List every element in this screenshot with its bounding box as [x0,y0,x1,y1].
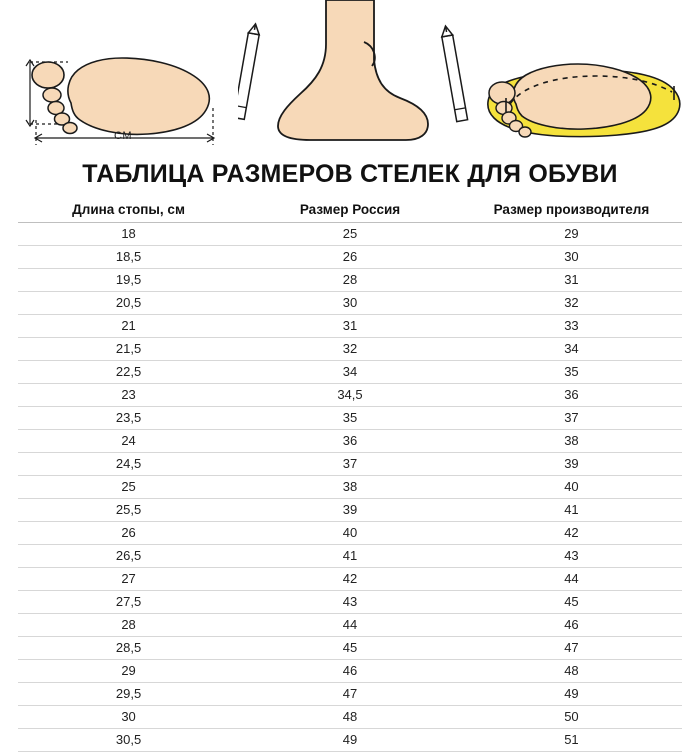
cell-russia-size: 34 [239,361,461,384]
cell-russia-size: 34,5 [239,384,461,407]
cell-russia-size: 46 [239,660,461,683]
foot-shape [513,64,651,129]
cell-foot-length: 25,5 [18,499,239,522]
cell-russia-size: 44 [239,614,461,637]
cell-manufacturer-size: 42 [461,522,682,545]
cell-russia-size: 37 [239,453,461,476]
table-row [18,637,682,660]
cell-russia-size: 48 [239,706,461,729]
cell-manufacturer-size: 39 [461,453,682,476]
cell-manufacturer-size: 36 [461,384,682,407]
toe-5 [63,123,77,134]
table-row [18,729,682,752]
foot-side-view-illustration [238,0,470,152]
table-row [18,591,682,614]
table-row [18,407,682,430]
table-header-row [18,199,682,223]
cell-russia-size: 43 [239,591,461,614]
foot-top-view-illustration [8,0,233,152]
cell-foot-length: 23,5 [18,407,239,430]
cell-foot-length: 29,5 [18,683,239,706]
cell-manufacturer-size: 48 [461,660,682,683]
cell-manufacturer-size: 34 [461,338,682,361]
table-row [18,223,682,246]
size-table-head [18,199,682,223]
column-header-russia-size: Размер Россия [239,199,461,223]
cell-foot-length: 26,5 [18,545,239,568]
table-row [18,338,682,361]
cell-foot-length: 27,5 [18,591,239,614]
cell-foot-length: 19,5 [18,269,239,292]
cell-foot-length: 21,5 [18,338,239,361]
cell-foot-length: 20,5 [18,292,239,315]
cell-manufacturer-size: 32 [461,292,682,315]
table-row [18,614,682,637]
cell-manufacturer-size: 40 [461,476,682,499]
cell-manufacturer-size: 30 [461,246,682,269]
page-title: ТАБЛИЦА РАЗМЕРОВ СТЕЛЕК ДЛЯ ОБУВИ [82,160,618,188]
cell-manufacturer-size: 38 [461,430,682,453]
cell-foot-length: 24,5 [18,453,239,476]
cell-foot-length: 18 [18,223,239,246]
cell-manufacturer-size: 43 [461,545,682,568]
cell-foot-length: 28,5 [18,637,239,660]
cell-russia-size: 45 [239,637,461,660]
cell-foot-length: 22,5 [18,361,239,384]
cell-russia-size: 31 [239,315,461,338]
foot-side-view-svg [238,0,470,152]
cell-russia-size: 40 [239,522,461,545]
cell-foot-length: 29 [18,660,239,683]
table-row [18,292,682,315]
cell-russia-size: 28 [239,269,461,292]
cell-russia-size: 32 [239,338,461,361]
cell-foot-length: 25 [18,476,239,499]
cell-foot-length: 28 [18,614,239,637]
table-row [18,683,682,706]
cell-russia-size: 42 [239,568,461,591]
cell-foot-length: 30 [18,706,239,729]
toe-2 [43,88,61,102]
cell-foot-length: 23 [18,384,239,407]
table-row [18,706,682,729]
cell-manufacturer-size: 51 [461,729,682,752]
cell-manufacturer-size: 29 [461,223,682,246]
table-row [18,476,682,499]
table-row [18,660,682,683]
cell-russia-size: 39 [239,499,461,522]
cell-russia-size: 30 [239,292,461,315]
table-row [18,269,682,292]
cell-manufacturer-size: 37 [461,407,682,430]
cell-manufacturer-size: 47 [461,637,682,660]
cell-manufacturer-size: 35 [461,361,682,384]
cell-foot-length: 18,5 [18,246,239,269]
foot-on-insole-illustration [476,0,692,152]
cell-manufacturer-size: 50 [461,706,682,729]
table-row [18,545,682,568]
toe-big [489,82,515,104]
cell-russia-size: 47 [239,683,461,706]
table-row [18,522,682,545]
cell-russia-size: 25 [239,223,461,246]
sole-shape [68,58,209,134]
table-row [18,430,682,453]
cell-manufacturer-size: 41 [461,499,682,522]
foot-leg-shape [278,0,428,140]
table-row [18,361,682,384]
size-table [18,199,682,752]
cm-label: СМ [114,130,132,142]
cell-manufacturer-size: 49 [461,683,682,706]
cell-manufacturer-size: 46 [461,614,682,637]
toe-5 [519,127,531,137]
size-table-wrapper [0,199,700,752]
cell-manufacturer-size: 31 [461,269,682,292]
cell-manufacturer-size: 33 [461,315,682,338]
cell-manufacturer-size: 44 [461,568,682,591]
cell-russia-size: 36 [239,430,461,453]
column-header-manufacturer-size: Размер производителя [461,199,682,223]
table-row [18,499,682,522]
size-table-body [18,223,682,752]
cell-foot-length: 24 [18,430,239,453]
table-row [18,453,682,476]
cell-foot-length: 26 [18,522,239,545]
table-row [18,568,682,591]
table-row [18,246,682,269]
cell-foot-length: 21 [18,315,239,338]
toe-big [32,62,64,88]
pencil-right [440,25,468,121]
cell-manufacturer-size: 45 [461,591,682,614]
cell-russia-size: 49 [239,729,461,752]
pencil-left [238,23,261,119]
illustration-band [0,0,700,152]
cell-foot-length: 27 [18,568,239,591]
table-row [18,384,682,407]
foot-on-insole-svg [476,0,692,152]
cell-russia-size: 38 [239,476,461,499]
table-row [18,315,682,338]
column-header-foot-length: Длина стопы, см [18,199,239,223]
cell-russia-size: 35 [239,407,461,430]
cell-russia-size: 41 [239,545,461,568]
cell-russia-size: 26 [239,246,461,269]
cell-foot-length: 30,5 [18,729,239,752]
